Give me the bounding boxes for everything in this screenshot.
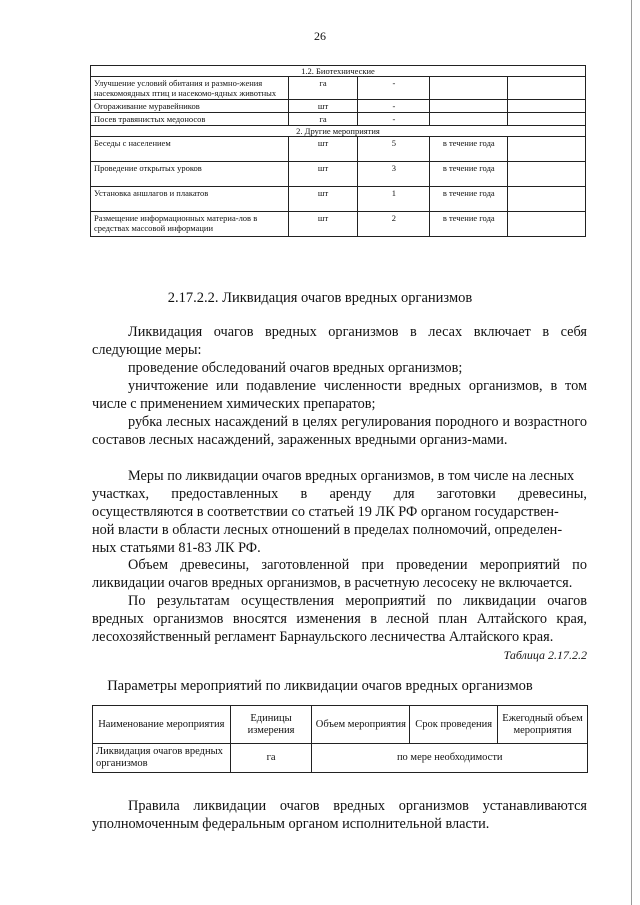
section-heading: 2.17.2.2. Ликвидация очагов вредных организмов bbox=[167, 290, 473, 306]
section-row bbox=[91, 126, 586, 137]
cell-annual bbox=[508, 137, 586, 162]
column-header: Наименование мероприятия bbox=[93, 706, 231, 744]
cell-volume: 2 bbox=[358, 212, 430, 237]
cell-name: Посев травянистых медоносов bbox=[91, 113, 289, 126]
cell-unit: шт bbox=[288, 162, 358, 187]
paragraph-line: ных статьями 81-83 ЛК РФ. bbox=[92, 540, 261, 556]
paragraph: проведение обследований очагов вредных организмов; bbox=[128, 360, 463, 376]
activities-table bbox=[90, 65, 586, 237]
table-row bbox=[91, 187, 586, 212]
table-reference: Таблица 2.17.2.2 bbox=[503, 648, 587, 662]
paragraph: рубка лесных насаждений в целях регулирования породного и возрастного составов лесных насаждений, зараженных вредными организ-мами. bbox=[92, 414, 587, 448]
cell-unit: шт bbox=[288, 100, 358, 113]
table-row bbox=[91, 77, 586, 100]
cell-volume: 5 bbox=[358, 137, 430, 162]
cell-note: по мере необходимости bbox=[312, 744, 588, 773]
section-row bbox=[91, 66, 586, 77]
cell-volume: 1 bbox=[358, 187, 430, 212]
paragraph-line: Меры по ликвидации очагов вредных организмов, в том числе на лесных bbox=[128, 468, 575, 484]
paragraph: Ликвидация очагов вредных организмов в лесах включает в себя следующие меры: bbox=[92, 324, 587, 358]
table-row bbox=[93, 744, 588, 773]
cell-period: в течение года bbox=[430, 212, 508, 237]
cell-unit: га bbox=[230, 744, 312, 773]
page-number: 26 bbox=[314, 29, 326, 43]
cell-unit: га bbox=[288, 113, 358, 126]
cell-name: Ликвидация очагов вредных организмов bbox=[93, 744, 231, 773]
cell-annual bbox=[508, 187, 586, 212]
cell-name: Огораживание муравейников bbox=[91, 100, 289, 113]
parameters-table bbox=[92, 705, 588, 773]
paragraph-line: участках, предоставленных в аренду для заготовки древесины, bbox=[92, 486, 587, 502]
cell-period bbox=[430, 113, 508, 126]
table-row bbox=[91, 162, 586, 187]
cell-name: Беседы с населением bbox=[91, 137, 289, 162]
cell-annual bbox=[508, 77, 586, 100]
section-title: 2. Другие мероприятия bbox=[91, 126, 586, 137]
cell-name: Размещение информационных материа-лов в средствах массовой информации bbox=[91, 212, 289, 237]
cell-annual bbox=[508, 212, 586, 237]
paragraph-line: ной власти в области лесных отношений в пределах полномочий, определен- bbox=[92, 522, 563, 538]
cell-period bbox=[430, 100, 508, 113]
scan-edge-line bbox=[631, 0, 632, 905]
cell-volume: - bbox=[358, 113, 430, 126]
column-header: Ежегодный объем мероприятия bbox=[498, 706, 588, 744]
cell-unit: шт bbox=[288, 187, 358, 212]
cell-volume: - bbox=[358, 100, 430, 113]
column-header: Срок проведения bbox=[410, 706, 498, 744]
cell-name: Проведение открытых уроков bbox=[91, 162, 289, 187]
cell-period bbox=[430, 77, 508, 100]
paragraph bbox=[92, 467, 587, 557]
cell-annual bbox=[508, 100, 586, 113]
cell-annual bbox=[508, 113, 586, 126]
table-row bbox=[91, 113, 586, 126]
table-row bbox=[91, 137, 586, 162]
cell-period: в течение года bbox=[430, 187, 508, 212]
paragraph: Объем древесины, заготовленной при проведении мероприятий по ликвидации очагов вредных организмов, в расчетную лесосеку не включается. bbox=[92, 557, 587, 591]
cell-unit: га bbox=[288, 77, 358, 100]
column-header: Объем мероприятия bbox=[312, 706, 410, 744]
column-header: Единицы измерения bbox=[230, 706, 312, 744]
cell-period: в течение года bbox=[430, 162, 508, 187]
paragraph: По результатам осуществления мероприятий по ликвидации очагов вредных организмов вносятся изменения в лесной план Алтайского края, лесохозяйственный регламент Барнаульского лесничества Алтайского края. bbox=[92, 593, 587, 645]
table-caption: Параметры мероприятий по ликвидации очагов вредных организмов bbox=[107, 678, 533, 694]
closing-paragraph: Правила ликвидации очагов вредных организмов устанавливаются уполномоченным федеральным органом исполнительной власти. bbox=[92, 798, 587, 832]
cell-unit: шт bbox=[288, 212, 358, 237]
paragraph-line: осуществляются в соответствии со статьей 19 ЛК РФ органом государствен- bbox=[92, 504, 559, 520]
table-row bbox=[91, 212, 586, 237]
cell-annual bbox=[508, 162, 586, 187]
cell-volume: 3 bbox=[358, 162, 430, 187]
cell-name: Установка аншлагов и плакатов bbox=[91, 187, 289, 212]
cell-unit: шт bbox=[288, 137, 358, 162]
cell-volume: - bbox=[358, 77, 430, 100]
paragraph: уничтожение или подавление численности вредных организмов, в том числе с применением химических препаратов; bbox=[92, 378, 587, 412]
cell-period: в течение года bbox=[430, 137, 508, 162]
table-row bbox=[91, 100, 586, 113]
table-header-row bbox=[93, 706, 588, 744]
cell-name: Улучшение условий обитания и размно-жения насекомоядных птиц и насекомо-ядных животных bbox=[91, 77, 289, 100]
section-title: 1.2. Биотехнические bbox=[91, 66, 586, 77]
